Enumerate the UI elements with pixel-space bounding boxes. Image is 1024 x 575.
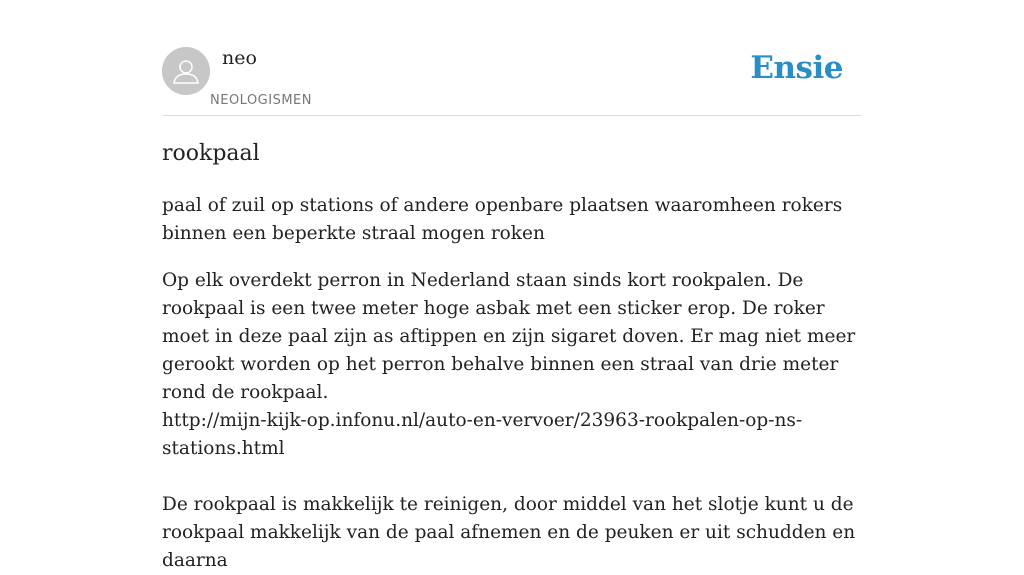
user-silhouette-icon bbox=[162, 47, 210, 95]
definition-text: paal of zuil op stations of andere openbare plaatsen waaromheen rokers binnen een beperkte straal mogen roken bbox=[162, 195, 843, 244]
post-title: rookpaal bbox=[162, 141, 260, 166]
author-name[interactable]: neo bbox=[222, 47, 257, 69]
brand-logo[interactable]: Ensie bbox=[750, 50, 843, 86]
category-link[interactable]: NEOLOGISMEN bbox=[210, 93, 312, 108]
post-header bbox=[162, 0, 862, 116]
page-container bbox=[162, 0, 862, 571]
avatar[interactable] bbox=[162, 47, 210, 95]
example-text: Op elk overdekt perron in Nederland staan sinds kort rookpalen. De rookpaal is een twee meter hoge asbak met een sticker erop. De roker moet in deze paal zijn as aftippen en zijn sigaret doven. Er mag niet meer gerookt worden op het perron behalve binnen een straal van drie meter rond de rookpaal. http://mijn-kijk-op.infonu.nl/auto-en-vervoer/23963-rookpalen-op-ns-stations.html De rookpaal is makkelijk te reinigen, door middel van het slotje kunt u de rookpaal makkelijk van de paal afnemen en de peuken er uit schudden en daarna bbox=[162, 270, 856, 571]
